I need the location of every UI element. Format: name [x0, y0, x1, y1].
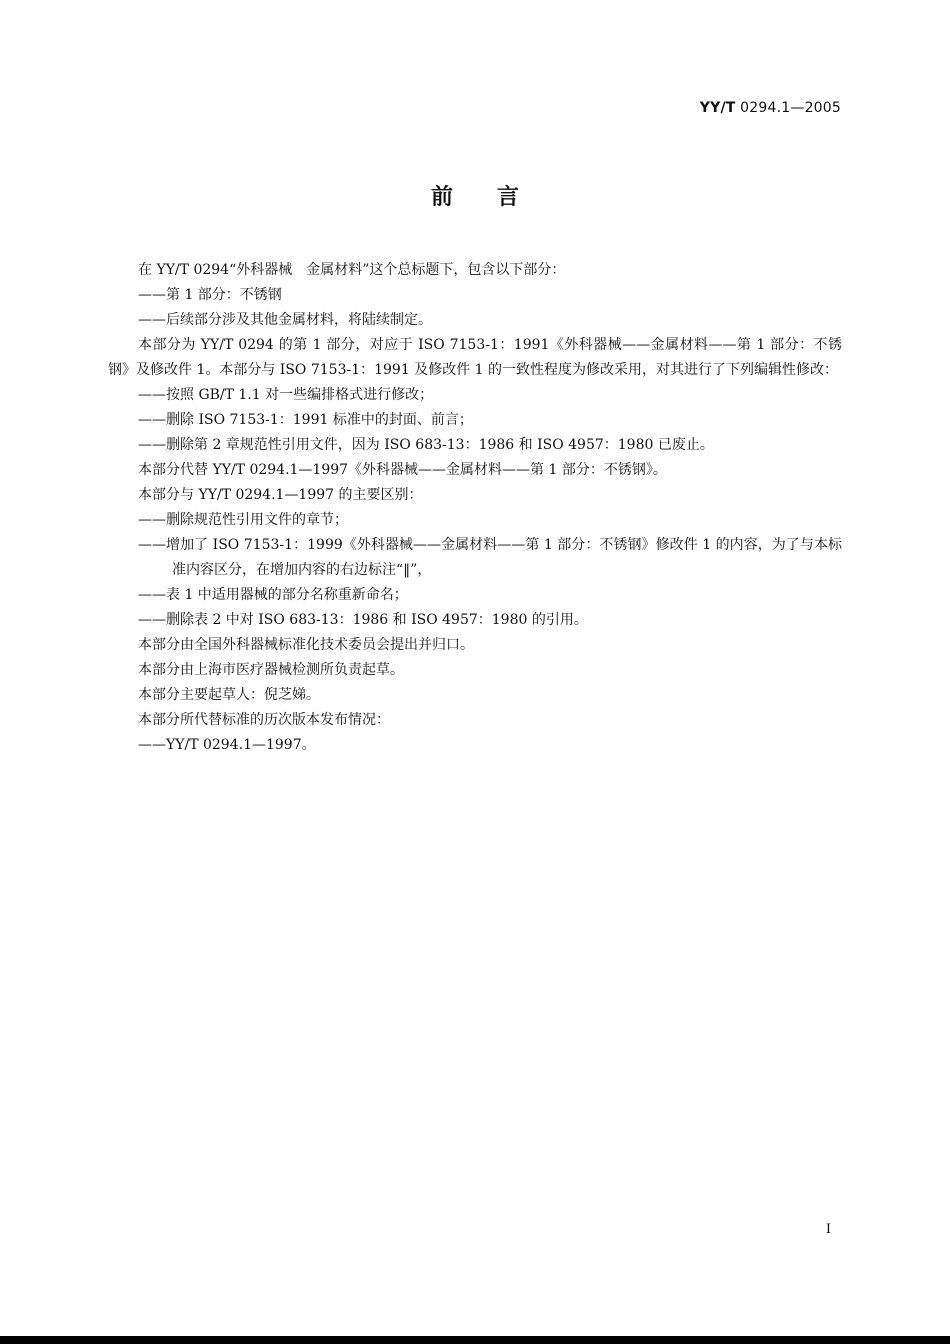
page-title: 前 言 — [430, 185, 519, 210]
list-item: ——删除规范性引用文件的章节； — [138, 512, 348, 528]
paragraph: 本部分主要起草人：倪芝娣。 — [138, 687, 320, 703]
list-item: ——删除表 2 中对 ISO 683-13：1986 和 ISO 4957：1980 的引用。 — [138, 612, 588, 628]
list-item: ——按照 GB/T 1.1 对一些编排格式进行修改； — [138, 387, 434, 403]
paragraph: 本部分由全国外科器械标准化技术委员会提出并归口。 — [138, 637, 474, 653]
paragraph: 本部分代替 YY/T 0294.1—1997《外科器械——金属材料——第 1 部分：不锈钢》。 — [138, 462, 667, 478]
page-number: I — [825, 1222, 831, 1237]
standard-year: 0294.1—2005 — [735, 100, 841, 116]
list-item: ——增加了 ISO 7153-1：1999《外科器械——金属材料——第 1 部分：不锈钢》修改件 1 的内容，为了与本标准内容区分，在增加内容的右边标注“‖”， — [138, 537, 842, 578]
foreword-body — [108, 258, 842, 758]
bottom-border — [0, 1336, 950, 1344]
paragraph: 本部分为 YY/T 0294 的第 1 部分，对应于 ISO 7153-1：1991《外科器械——金属材料——第 1 部分：不锈钢》及修改件 1。本部分与 ISO 7153-1：1991 及修改件 1 的一致性程度为修改采用，对其进行了下列编辑性修改： — [108, 337, 842, 378]
standard-code: YY/T — [699, 100, 736, 116]
list-item: ——YY/T 0294.1—1997。 — [138, 737, 316, 753]
standard-number-header — [700, 100, 841, 116]
paragraph: 本部分与 YY/T 0294.1—1997 的主要区别： — [138, 487, 423, 503]
paragraph: 本部分由上海市医疗器械检测所负责起草。 — [138, 662, 404, 678]
list-item: ——第 1 部分：不锈钢 — [138, 287, 282, 303]
paragraph: 本部分所代替标准的历次版本发布情况： — [138, 712, 390, 728]
list-item: ——后续部分涉及其他金属材料，将陆续制定。 — [138, 312, 432, 328]
paragraph: 在 YY/T 0294“外科器械 金属材料”这个总标题下，包含以下部分： — [138, 262, 566, 278]
list-item: ——删除第 2 章规范性引用文件，因为 ISO 683-13：1986 和 ISO 4957：1980 已废止。 — [138, 437, 714, 453]
list-item: ——表 1 中适用器械的部分名称重新命名； — [138, 587, 408, 603]
list-item: ——删除 ISO 7153-1：1991 标准中的封面、前言； — [138, 412, 473, 428]
